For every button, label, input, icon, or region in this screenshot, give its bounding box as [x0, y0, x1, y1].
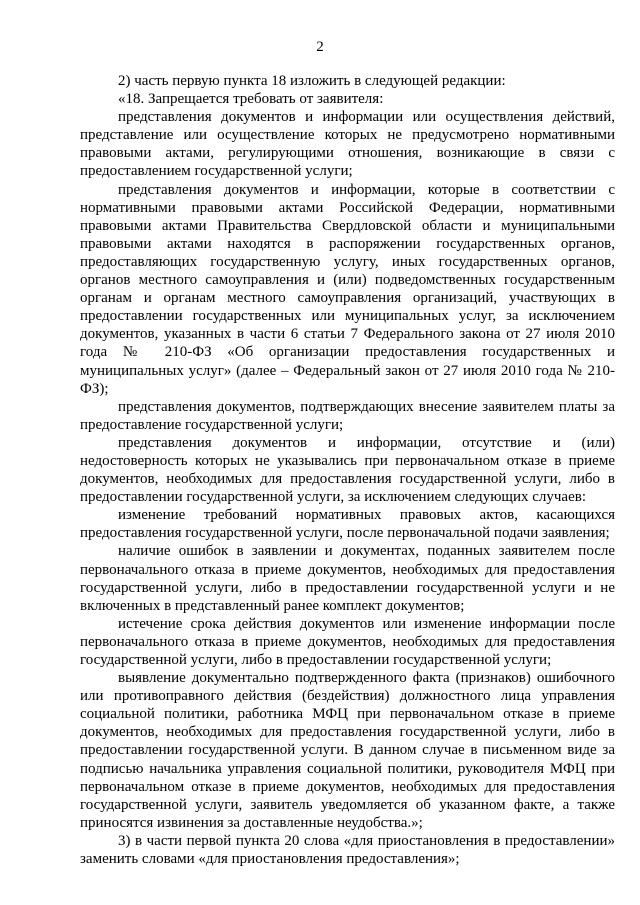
page-number: 2: [316, 39, 324, 55]
paragraph-exception-official-error: выявление документально подтвержденного факта (признаков) ошибочного или противоправного действия (бездействия) должностного лица управления социальной политики, работника МФЦ при первоначальном отказе в приеме документов, необходимых для предоставления государственной услуги, либо в предоставлении государственной услуги. В данном случае в письменном виде за подписью начальника управления социальной политики, руководителя МФЦ при первоначальном отказе в приеме документов, необходимых для предоставления государственной услуги, заявитель уведомляется об указанном факте, а также приносятся извинения за доставленные неудобства.»;: [80, 670, 615, 831]
paragraph-prohibition-missing-info: представления документов и информации, отсутствие и (или) недостоверность которых не указывались при первоначальном отказе в приеме документов, необходимых для предоставления государственной услуги, либо в предоставлении государственной услуги, за исключением следующих случаев:: [80, 434, 615, 506]
paragraph-amendment-3: 3) в части первой пункта 20 слова «для приостановления в предоставлении» заменить словами «для приостановления предоставления»;: [80, 832, 615, 868]
paragraph-item-18-heading: «18. Запрещается требовать от заявителя:: [118, 91, 384, 108]
paragraph-exception-expiry: истечение срока действия документов или изменение информации после первоначального отказа в приеме документов, необходимых для предоставления государственной услуги, либо в предоставлении государственной услуги;: [80, 615, 615, 668]
document-body: [80, 72, 615, 868]
paragraph-prohibition-payment: представления документов, подтверждающих внесение заявителем платы за предоставление государственной услуги;: [80, 398, 615, 433]
paragraph-exception-law-change: изменение требований нормативных правовых актов, касающихся предоставления государственной услуги, после первоначальной подачи заявления;: [80, 507, 615, 542]
paragraph-prohibition-actions: представления документов и информации или осуществления действий, представление или осуществление которых не предусмотрено нормативными правовыми актами, регулирующими отношения, возникающие в связи с предоставлением государственной услуги;: [80, 109, 615, 180]
paragraph-exception-errors: наличие ошибок в заявлении и документах, поданных заявителем после первоначального отказа в приеме документов, необходимых для предоставления государственной услуги, либо в предоставлении государственной услуги и не включенных в представленный ранее комплект документов;: [80, 543, 615, 614]
paragraph-prohibition-documents: представления документов и информации, которые в соответствии с нормативными правовыми актами Российской Федерации, нормативными правовыми актами Правительства Свердловской области и муниципальными правовыми актами находятся в распоряжении государственных органов, предоставляющих государственную услугу, иных государственных органов, органов местного самоуправления и (или) подведомственных государственным органам и органам местного самоуправления организаций, участвующих в предоставлении государственных или муниципальных услуг, за исключением документов, указанных в части 6 статьи 7 Федерального закона от 27 июля 2010 года № 210-ФЗ «Об организации предоставления государственных и муниципальных услуг» (далее – Федеральный закон от 27 июля 2010 года № 210-ФЗ);: [80, 181, 615, 397]
paragraph-amendment-2: 2) часть первую пункта 18 изложить в следующей редакции:: [118, 73, 506, 89]
